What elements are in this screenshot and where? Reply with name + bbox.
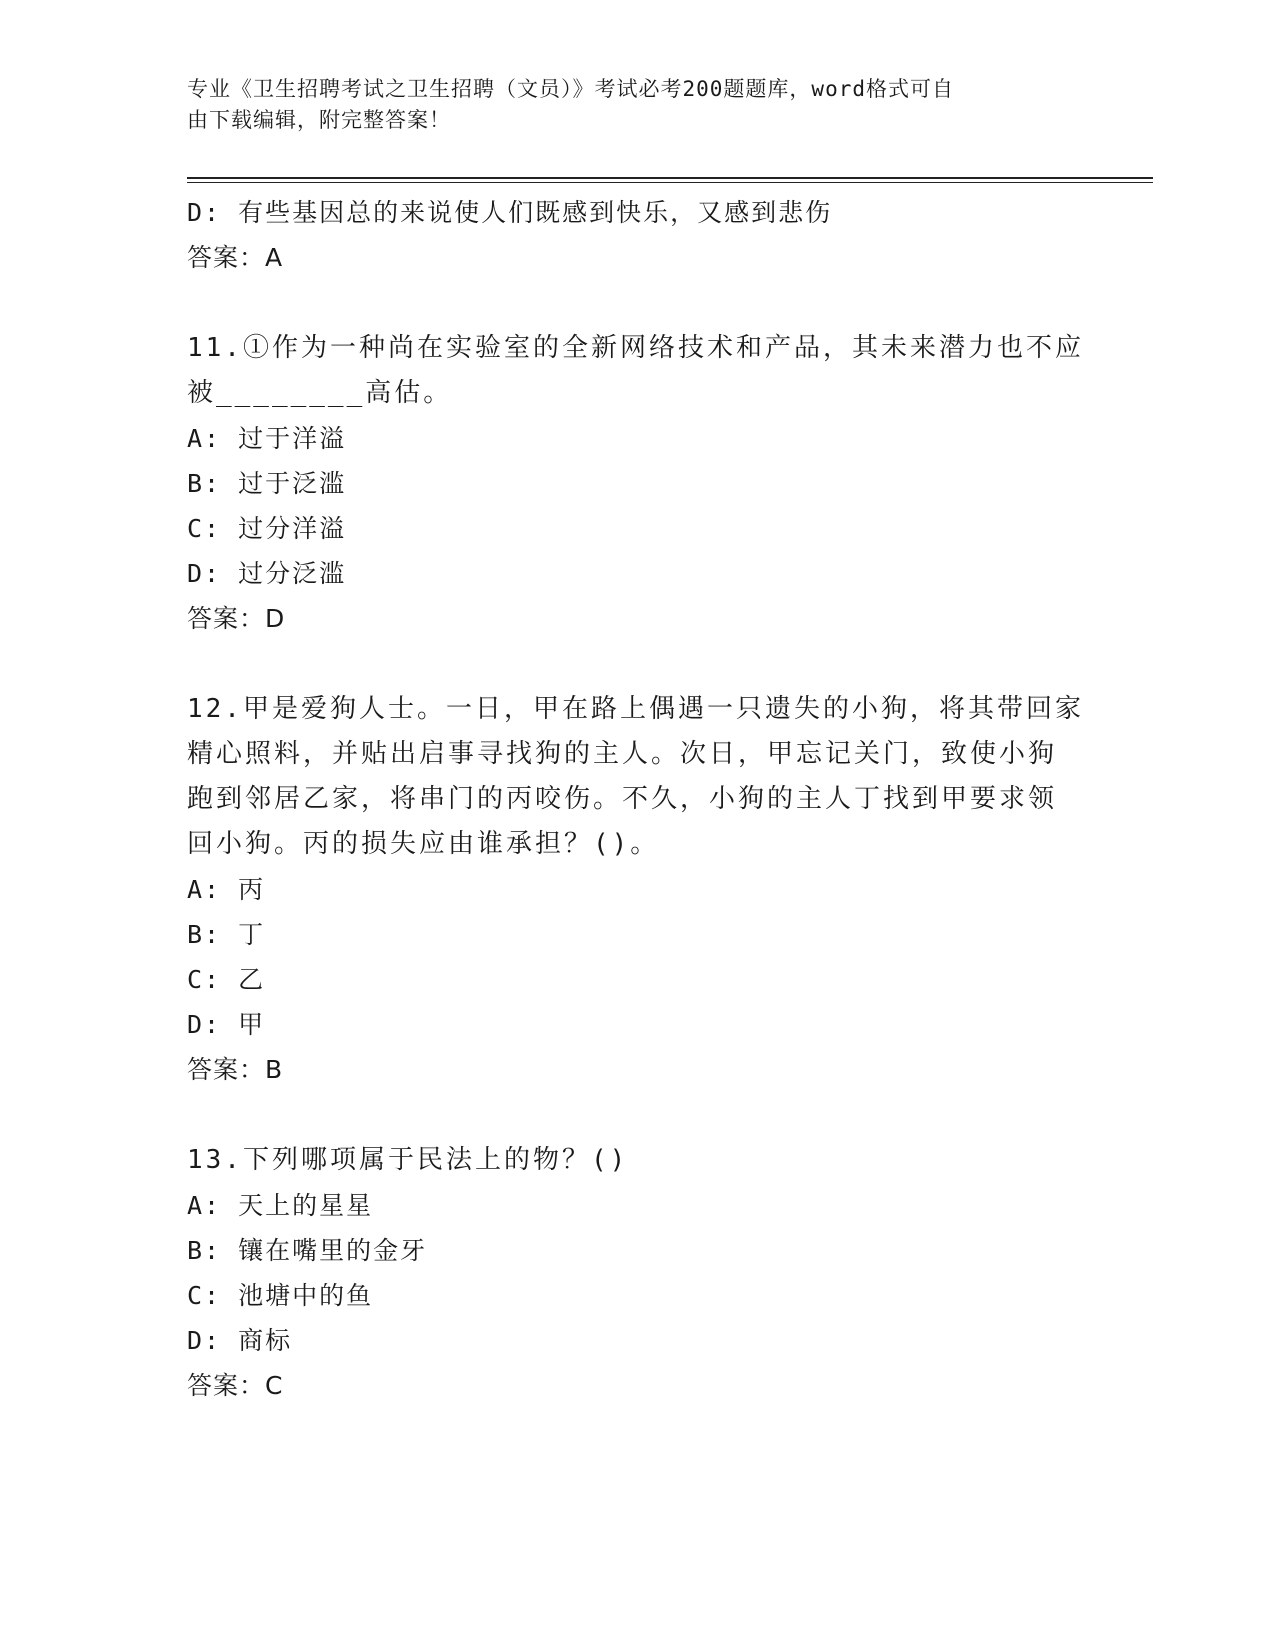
option-b: B: 过于泛滥 xyxy=(187,469,347,498)
option-d: D: 有些基因总的来说使人们既感到快乐，又感到悲伤 xyxy=(187,198,833,227)
question-stem: 13.下列哪项属于民法上的物？() xyxy=(187,1145,629,1175)
question-13 xyxy=(187,1138,1087,1408)
question-stem: 12.甲是爱狗人士。一日，甲在路上偶遇一只遗失的小狗，将其带回家 xyxy=(187,694,1084,724)
option-a: A: 丙 xyxy=(187,875,266,904)
question-stem: 精心照料，并贴出启事寻找狗的主人。次日，甲忘记关门，致使小狗 xyxy=(187,739,1058,769)
header-divider xyxy=(187,177,1153,179)
option-c: C: 过分洋溢 xyxy=(187,514,347,543)
document-header xyxy=(187,74,1067,136)
option-b: B: 镶在嘴里的金牙 xyxy=(187,1236,428,1265)
previous-question-tail xyxy=(187,190,1087,280)
option-a: A: 过于洋溢 xyxy=(187,424,347,453)
header-line-1: 专业《卫生招聘考试之卫生招聘（文员）》考试必考200题题库，word格式可自 xyxy=(187,77,954,101)
answer-line: 答案：D xyxy=(187,604,286,633)
question-11 xyxy=(187,326,1087,641)
answer-line: 答案：B xyxy=(187,1055,284,1084)
option-c: C: 池塘中的鱼 xyxy=(187,1281,374,1310)
question-list xyxy=(187,190,1087,1408)
option-b: B: 丁 xyxy=(187,920,266,949)
question-stem: 回小狗。丙的损失应由谁承担？()。 xyxy=(187,829,660,859)
option-d: D: 过分泛滥 xyxy=(187,559,347,588)
question-12 xyxy=(187,687,1087,1092)
option-d: D: 甲 xyxy=(187,1010,266,1039)
header-line-2: 由下载编辑，附完整答案！ xyxy=(187,108,451,132)
question-stem: 被________高估。 xyxy=(187,378,453,408)
question-stem: 跑到邻居乙家，将串门的丙咬伤。不久，小狗的主人丁找到甲要求领 xyxy=(187,784,1058,814)
option-a: A: 天上的星星 xyxy=(187,1191,374,1220)
answer-line: 答案：A xyxy=(187,243,284,272)
option-c: C: 乙 xyxy=(187,965,266,994)
header-divider-thin xyxy=(187,182,1153,183)
answer-line: 答案：C xyxy=(187,1371,284,1400)
question-stem: 11.①作为一种尚在实验室的全新网络技术和产品，其未来潜力也不应 xyxy=(187,333,1084,363)
option-d: D: 商标 xyxy=(187,1326,293,1355)
